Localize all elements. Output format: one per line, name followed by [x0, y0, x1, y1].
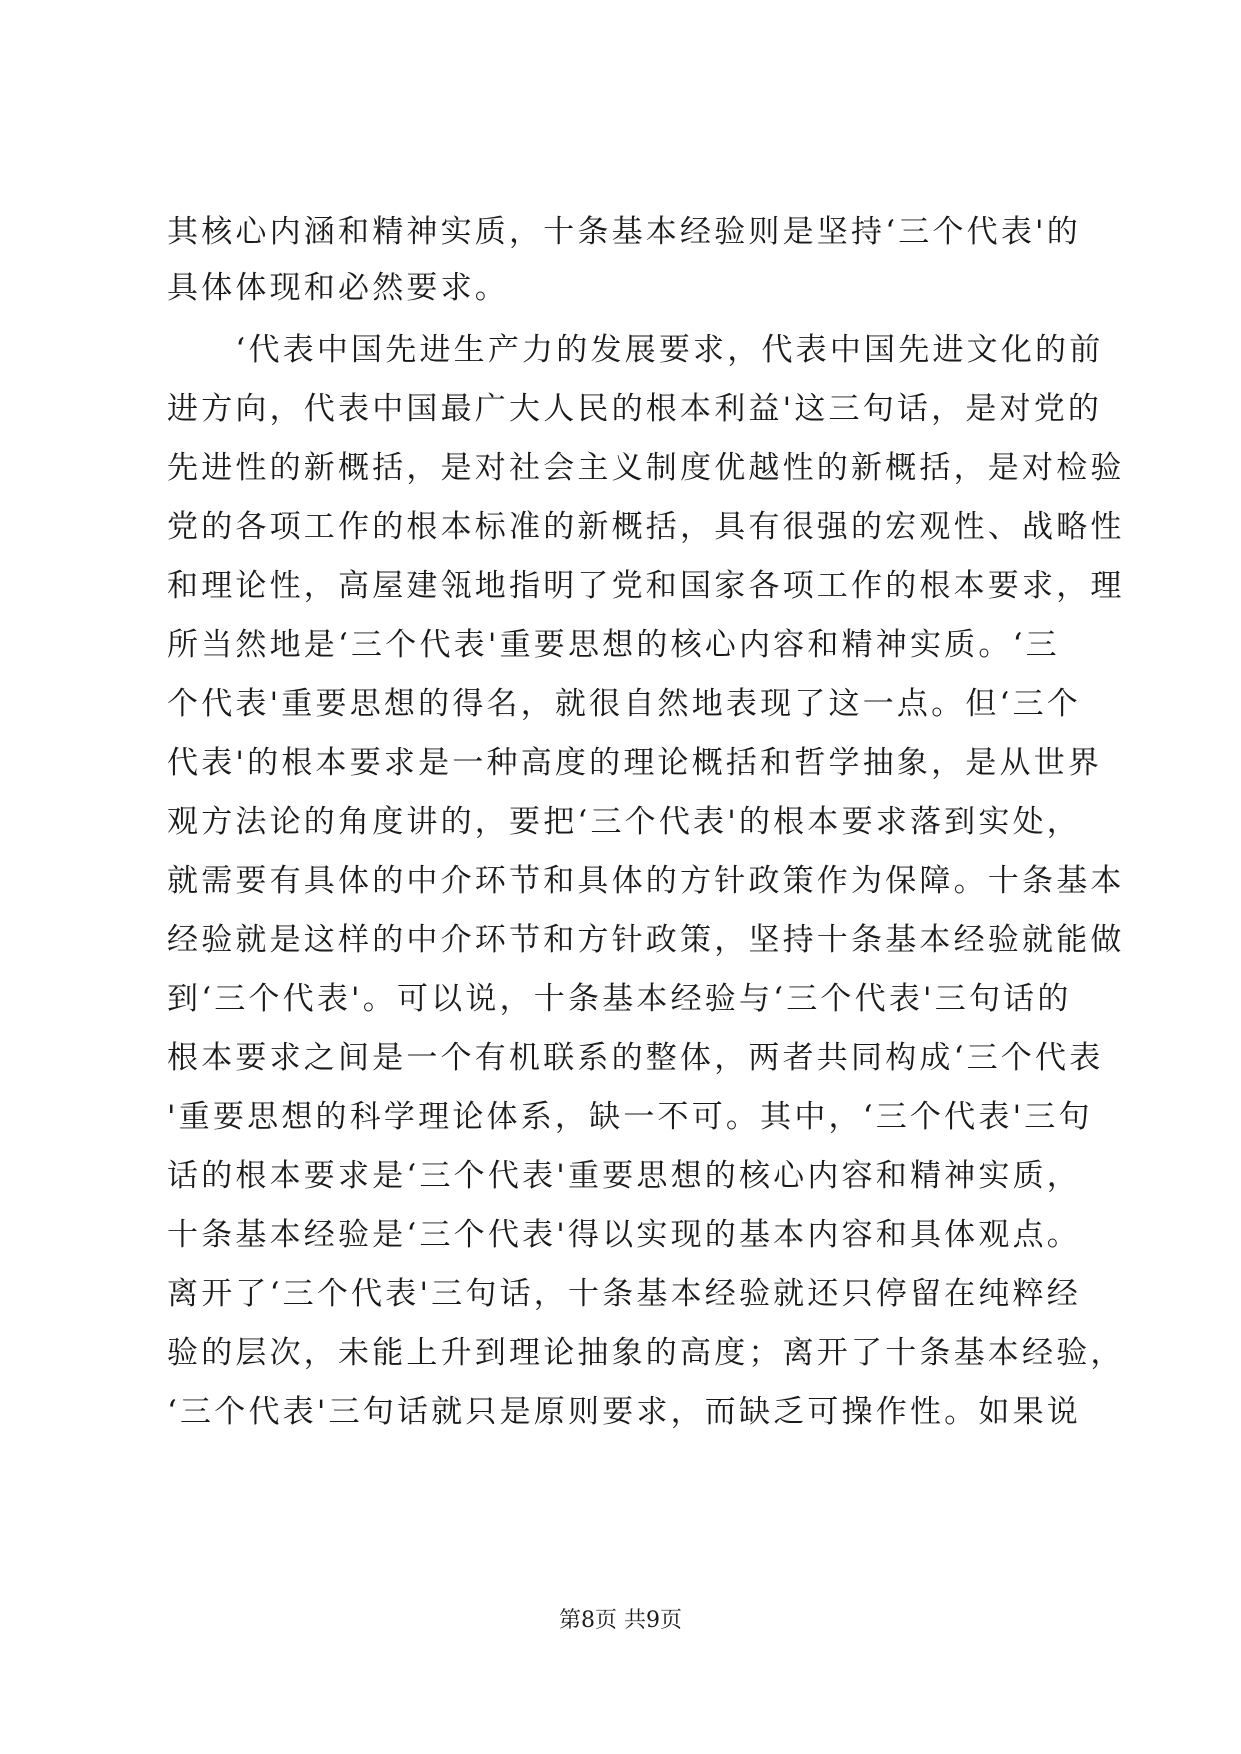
text-line: 经验就是这样的中介环节和方针政策，坚持十条基本经验就能做	[167, 922, 1125, 958]
text-line: 代表'的根本要求是一种高度的理论概括和哲学抽象，是从世界	[167, 745, 1103, 781]
text-line: '重要思想的科学理论体系，缺一不可。其中，‘三个代表'三句	[167, 1099, 1093, 1135]
text-line: 到‘三个代表'。可以说，十条基本经验与‘三个代表'三句话的	[167, 981, 1072, 1017]
text-line: 个代表'重要思想的得名，就很自然地表现了这一点。但‘三个	[167, 686, 1081, 722]
text-line: 进方向，代表中国最广大人民的根本利益'这三句话，是对党的	[167, 391, 1103, 427]
text-line: 离开了‘三个代表'三句话，十条基本经验就还只停留在纯粹经	[167, 1276, 1081, 1312]
text-line: 验的层次，未能上升到理论抽象的高度；离开了十条基本经验，	[167, 1335, 1125, 1371]
page-footer: 第8页 共9页	[559, 1608, 682, 1633]
text-line: 观方法论的角度讲的，要把‘三个代表'的根本要求落到实处，	[167, 804, 1081, 840]
text-line: 先进性的新概括，是对社会主义制度优越性的新概括，是对检验	[167, 450, 1125, 486]
text-line: 党的各项工作的根本标准的新概括，具有很强的宏观性、战略性	[167, 509, 1125, 545]
text-line: 具体体现和必然要求。	[167, 270, 509, 306]
text-line: 就需要有具体的中介环节和具体的方针政策作为保障。十条基本	[167, 863, 1125, 899]
text-line: 根本要求之间是一个有机联系的整体，两者共同构成‘三个代表	[167, 1040, 1104, 1076]
text-line: 所当然地是‘三个代表'重要思想的核心内容和精神实质。‘三	[167, 627, 1060, 663]
text-line: 十条基本经验是‘三个代表'得以实现的基本内容和具体观点。	[167, 1217, 1081, 1253]
text-line: 话的根本要求是‘三个代表'重要思想的核心内容和精神实质，	[167, 1158, 1081, 1194]
text-line: 其核心内涵和精神实质，十条基本经验则是坚持‘三个代表'的	[167, 214, 1081, 250]
text-line: ‘代表中国先进生产力的发展要求，代表中国先进文化的前	[167, 332, 1104, 368]
text-line: 和理论性，高屋建瓴地指明了党和国家各项工作的根本要求，理	[167, 568, 1125, 604]
text-line: ‘三个代表'三句话就只是原则要求，而缺乏可操作性。如果说	[167, 1394, 1081, 1430]
